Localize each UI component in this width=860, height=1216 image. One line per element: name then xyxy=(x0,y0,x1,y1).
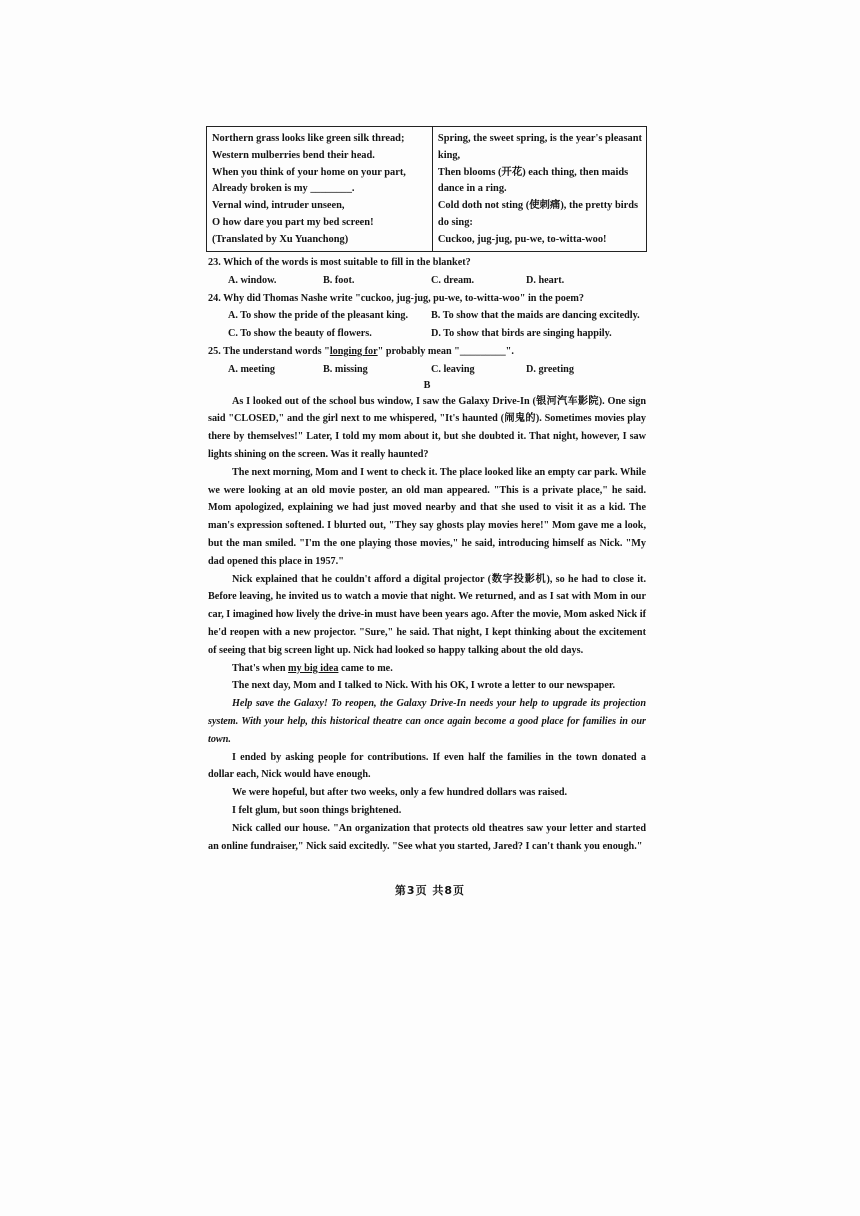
option-a: A. window. xyxy=(228,274,277,286)
question-options xyxy=(208,307,646,325)
underlined-phrase: longing for xyxy=(329,345,378,357)
poem-line: Western mulberries bend their head. xyxy=(212,149,375,161)
poem-line: Northern grass looks like green silk thread; xyxy=(212,133,405,144)
poem-line: Vernal wind, intruder unseen, xyxy=(212,200,345,212)
question-options xyxy=(208,272,646,290)
question-options xyxy=(208,325,646,343)
poem-right-column xyxy=(433,127,646,251)
option-b: B. To show that the maids are dancing excitedly. xyxy=(431,310,640,322)
poem-line: king, xyxy=(437,149,461,161)
poem-line: Cuckoo, jug-jug, pu-we, to-witta-woo! xyxy=(437,233,607,245)
newspaper-letter-excerpt: Help save the Galaxy! To reopen, the Galaxy Drive-In needs your help to upgrade its projection system. With your help, this historical theatre can once again become a good place for families in our town. xyxy=(208,698,646,745)
poem-line: dance in a ring. xyxy=(437,183,507,195)
option-d: D. greeting xyxy=(526,363,574,375)
poem-left-column xyxy=(207,127,433,251)
page-footer: 第3页 共8页 xyxy=(394,884,466,897)
question-options xyxy=(208,361,646,379)
poem-line: O how dare you part my bed screen! xyxy=(212,216,374,228)
option-b: B. foot. xyxy=(323,274,355,286)
idea-text-end: came to me. xyxy=(338,662,393,674)
poem-translator-credit: (Translated by Xu Yuanchong) xyxy=(212,233,349,245)
idea-text-start: That's when xyxy=(232,662,289,674)
story-paragraph xyxy=(208,660,646,678)
story-paragraph: The next day, Mom and I talked to Nick. With his OK, I wrote a letter to our newspaper. xyxy=(232,680,615,692)
option-c: C. To show the beauty of flowers. xyxy=(228,328,372,340)
poem-table xyxy=(206,126,647,252)
poem-line: Cold doth not sting (使刺痛), the pretty birds xyxy=(437,200,639,212)
option-c: C. dream. xyxy=(431,274,475,286)
question-23 xyxy=(208,254,646,290)
underlined-phrase: my big idea xyxy=(288,662,339,674)
option-c: C. leaving xyxy=(431,363,475,375)
question-stem: 24. Why did Thomas Nashe write "cuckoo, jug-jug, pu-we, to-witta-woo" in the poem? xyxy=(208,292,584,304)
poem-line: do sing: xyxy=(437,216,473,228)
story-paragraph: I felt glum, but soon things brightened. xyxy=(232,804,402,816)
story-paragraph: As I looked out of the school bus window, I saw the Galaxy Drive-In (银河汽车影院). One sign said "CLOSED," and the girl next to me whispered, "It's haunted (闹鬼的). Sometimes movies play there by themselves!" Later, I told my mom about it, but she doubted it. That night, however, I saw lights shining on the screen. Was it really haunted? xyxy=(208,395,646,460)
option-b: B. missing xyxy=(323,363,368,375)
question-stem-start: 25. The understand words " xyxy=(208,345,330,357)
section-label: B xyxy=(423,379,431,391)
poem-line: When you think of your home on your part, xyxy=(212,166,406,178)
question-stem: 23. Which of the words is most suitable to fill in the blanket? xyxy=(208,257,471,268)
poem-line: Spring, the sweet spring, is the year's pleasant xyxy=(437,133,642,144)
poem-line: Already broken is my ________. xyxy=(212,183,355,195)
question-24 xyxy=(208,290,646,343)
option-a: A. meeting xyxy=(228,363,275,375)
question-stem-end: " probably mean "_________". xyxy=(377,345,514,357)
poem-line: Then blooms (开花) each thing, then maids xyxy=(437,166,629,178)
option-d: D. heart. xyxy=(526,274,565,286)
story-paragraph: We were hopeful, but after two weeks, only a few hundred dollars was raised. xyxy=(232,787,568,799)
question-25 xyxy=(208,343,646,379)
story-paragraph: I ended by asking people for contributions. If even half the families in the town donated a dollar each, Nick would have enough. xyxy=(208,751,646,781)
exam-content xyxy=(208,254,646,855)
story-paragraph: Nick explained that he couldn't afford a digital projector (数字投影机), so he had to close it. Before leaving, he invited us to watch a movie that night. We returned, and as I sat with Mom in our car, I imagined how lively the drive-in must have been years ago. After the movie, Mom asked Nick if he'd reopen with a new projector. "Sure," he said. That night, I kept thinking about the excitement of seeing that big screen light up. Nick had looked so happy talking about the old days. xyxy=(208,573,646,656)
question-stem xyxy=(208,343,646,361)
story-paragraph: The next morning, Mom and I went to check it. The place looked like an empty car park. While we were looking at an old movie poster, an old man appeared. "This is a private place," he said. Mom apologized, explaining we had just moved nearby and that she used to visit it as a kid. The man's expression softened. I blurted out, "They say ghosts play movies here!" Mom gave me a look, but the man smiled. "I'm the one playing those movies," he said, introducing himself as Nick. "My dad opened this place in 1957." xyxy=(208,466,646,567)
option-a: A. To show the pride of the pleasant king. xyxy=(228,310,409,322)
option-d: D. To show that birds are singing happily. xyxy=(431,328,612,340)
story-paragraph: Nick called our house. "An organization that protects old theatres saw your letter and started an online fundraiser," Nick said excitedly. "See what you started, Jared? I can't thank you enough." xyxy=(208,822,646,852)
